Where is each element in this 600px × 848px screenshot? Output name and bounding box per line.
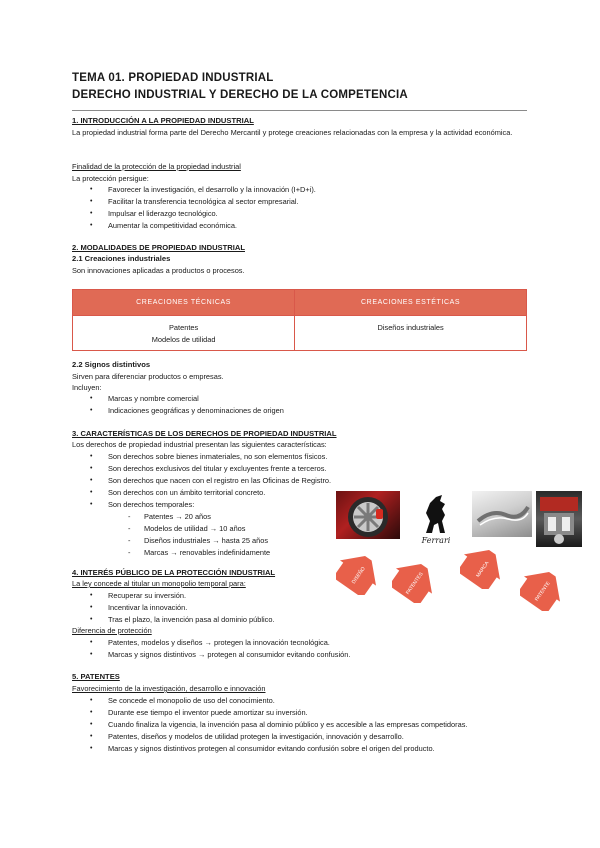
- favorecimiento-title: Favorecimiento de la investigación, desarrollo e innovación: [72, 684, 266, 693]
- section3-heading: 3. CARACTERÍSTICAS DE LOS DERECHOS DE PROPIEDAD INDUSTRIAL: [72, 429, 337, 438]
- list-item: • Son derechos sobre bienes inmateriales, no son elementos físicos.: [90, 451, 331, 463]
- table-cell-line: Diseños industriales: [377, 323, 444, 332]
- list-item: • Marcas y signos distintivos → protegen al consumidor evitando confusión.: [90, 649, 350, 661]
- patentes-list: [90, 695, 528, 755]
- table-cell-line: Modelos de utilidad: [151, 334, 216, 344]
- list-item: • Favorecer la investigación, el desarrollo y la innovación (I+D+i).: [90, 184, 316, 196]
- section2-1-body: Son innovaciones aplicadas a productos o procesos.: [72, 266, 245, 275]
- list-item: • Impulsar el liderazgo tecnológico.: [90, 208, 316, 220]
- section2-1-heading: 2.1 Creaciones industriales: [72, 254, 171, 263]
- section1-body: La propiedad industrial forma parte del Derecho Mercantil y protege creaciones relacionadas con la empresa y la actividad económica.: [72, 128, 513, 137]
- chrome-badge-image: [472, 491, 532, 537]
- list-item: • Facilitar la transferencia tecnológica al sector empresarial.: [90, 196, 316, 208]
- diferencia-list: [90, 637, 350, 661]
- list-item: - Diseños industriales → hasta 25 años: [128, 535, 270, 547]
- temporales-list: [128, 511, 270, 559]
- list-item: • Tras el plazo, la invención pasa al dominio público.: [90, 614, 275, 626]
- list-item: - Modelos de utilidad → 10 años: [128, 523, 270, 535]
- arrow-marca: [460, 545, 504, 589]
- table-cell-tecnicas: [73, 316, 295, 351]
- list-item: • Patentes, modelos y diseños → protegen la innovación tecnológica.: [90, 637, 350, 649]
- engine-image: [536, 491, 582, 547]
- arrow-patente: [520, 567, 564, 611]
- list-item: • Marcas y signos distintivos protegen al consumidor evitando confusión sobre el origen del producto.: [90, 743, 528, 755]
- arrow-patentes: [392, 559, 436, 603]
- doc-title-line2: DERECHO INDUSTRIAL Y DERECHO DE LA COMPETENCIA: [72, 89, 408, 101]
- section3-intro: Los derechos de propiedad industrial presentan las siguientes características:: [72, 440, 327, 449]
- section1-heading: 1. INTRODUCCIÓN A LA PROPIEDAD INDUSTRIAL: [72, 116, 254, 125]
- table-header-tecnicas: CREACIONES TÉCNICAS: [73, 290, 295, 316]
- list-item: • Incentivar la innovación.: [90, 602, 275, 614]
- table-cell-line: Patentes: [169, 323, 199, 332]
- arrow-label: MARCA: [475, 560, 491, 579]
- table-header-esteticas: CREACIONES ESTÉTICAS: [295, 290, 527, 316]
- section4-heading: 4. INTERÉS PÚBLICO DE LA PROTECCIÓN INDUSTRIAL: [72, 568, 276, 577]
- list-item: • Marcas y nombre comercial: [90, 393, 284, 405]
- list-item: - Patentes → 20 años: [128, 511, 270, 523]
- ferrari-logo-image: [412, 491, 460, 549]
- car-wheel-image: [336, 491, 400, 539]
- table-cell-esteticas: [295, 316, 527, 351]
- arrow-diseno: [336, 551, 380, 595]
- list-item: • Cuando finaliza la vigencia, la invención pasa al dominio público y es accesible a las empresas competidoras.: [90, 719, 528, 731]
- title-divider: [72, 110, 527, 111]
- list-item: • Durante ese tiempo el inventor puede amortizar su inversión.: [90, 707, 528, 719]
- section5-heading: 5. PATENTES: [72, 672, 120, 681]
- section2-heading: 2. MODALIDADES DE PROPIEDAD INDUSTRIAL: [72, 243, 245, 252]
- monopolio-title: La ley concede al titular un monopolio temporal para:: [72, 579, 246, 588]
- engine-icon: [536, 491, 582, 547]
- section2-2-body: Sirven para diferenciar productos o empresas.: [72, 372, 224, 381]
- list-item: • Se concede el monopolio de uso del conocimiento.: [90, 695, 528, 707]
- list-item: • Son derechos con un ámbito territorial concreto.: [90, 487, 331, 499]
- arrow-label: DISEÑO: [350, 566, 367, 586]
- list-item: • Son derechos que nacen con el registro en las Oficinas de Registro.: [90, 475, 331, 487]
- wheel-icon: [336, 491, 400, 539]
- signos-list: [90, 393, 284, 417]
- list-item: • Son derechos temporales:: [90, 499, 331, 511]
- section2-2-incluyen: Incluyen:: [72, 383, 102, 392]
- diferencia-title: Diferencia de protección: [72, 626, 152, 635]
- badge-lettering-icon: [472, 491, 532, 537]
- finalidad-title: Finalidad de la protección de la propiedad industrial: [72, 162, 241, 171]
- monopolio-list: [90, 590, 275, 626]
- list-item: • Recuperar su inversión.: [90, 590, 275, 602]
- list-item: - Marcas → renovables indefinidamente: [128, 547, 270, 559]
- doc-title-line1: TEMA 01. PROPIEDAD INDUSTRIAL: [72, 72, 274, 84]
- section2-2-heading: 2.2 Signos distintivos: [72, 360, 151, 369]
- caracteristicas-list: [90, 451, 331, 511]
- list-item: • Indicaciones geográficas y denominaciones de origen: [90, 405, 284, 417]
- creaciones-table: [72, 289, 527, 351]
- list-item: • Aumentar la competitividad económica.: [90, 220, 316, 232]
- ferrari-logo-text: Ferrari: [421, 536, 451, 545]
- prancing-horse-icon: [412, 491, 460, 537]
- arrow-label: PATENTE: [533, 580, 552, 603]
- list-item: • Patentes, diseños y modelos de utilidad protegen la investigación, innovación y desarrollo.: [90, 731, 528, 743]
- finalidad-intro: La protección persigue:: [72, 174, 149, 183]
- finalidad-list: [90, 184, 316, 232]
- arrow-label: PATENTES: [405, 571, 425, 596]
- list-item: • Son derechos exclusivos del titular y excluyentes frente a terceros.: [90, 463, 331, 475]
